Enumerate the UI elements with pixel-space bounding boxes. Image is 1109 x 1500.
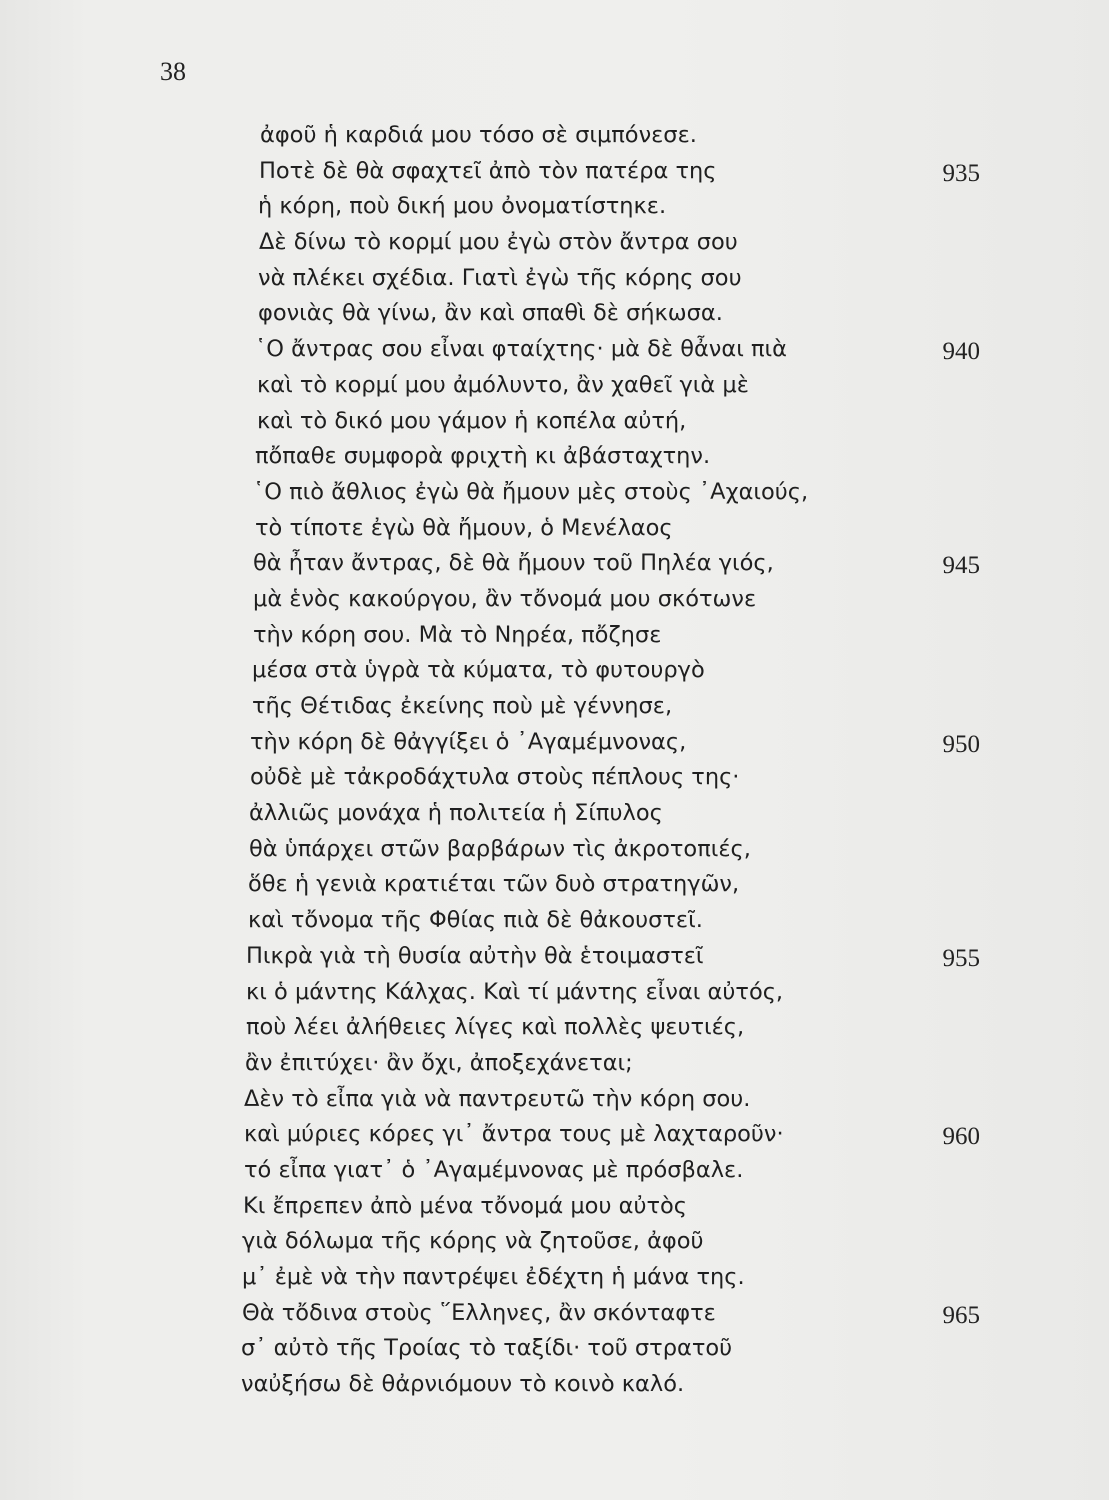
verse-line-text: καὶ τὸ δικό μου γάμον ἡ κοπέλα αὐτή, xyxy=(257,407,687,434)
verse-line-text: καὶ τὸ κορμί μου ἀμόλυντο, ἂν χαθεῖ γιὰ μὲ xyxy=(257,371,749,398)
verse-line-number: 955 xyxy=(942,944,980,972)
verse-line xyxy=(0,582,1109,618)
page-number: 38 xyxy=(160,57,186,86)
verse-line-text: ἀλλιῶς μονάχα ἡ πολιτεία ἡ Σίπυλος xyxy=(249,800,663,827)
verse-line-number: 950 xyxy=(942,730,980,758)
verse-line xyxy=(0,689,1109,725)
verse-line-text: Πικρὰ γιὰ τὴ θυσία αὐτὴν θὰ ἑτοιμαστεῖ xyxy=(246,942,704,969)
verse-line xyxy=(0,296,1109,332)
verse-line-text: μ᾿ ἐμὲ νὰ τὴν παντρέψει ἐδέχτη ἡ μάνα της. xyxy=(242,1264,745,1290)
verse-line-text: φονιὰς θὰ γίνω, ἂν καὶ σπαθὶ δὲ σήκωσα. xyxy=(258,300,723,327)
verse-line-text: Κι ἔπρεπεν ἀπὸ μένα τὄνομά μου αὐτὸς xyxy=(243,1192,687,1219)
verse-line-text: Δὲ δίνω τὸ κορμί μου ἐγὼ στὸν ἄντρα σου xyxy=(259,229,738,256)
verse-line-text: Δὲν τὸ εἶπα γιὰ νὰ παντρευτῶ τὴν κόρη σου. xyxy=(244,1085,751,1112)
verse-line xyxy=(0,1260,1109,1296)
verse-line-text: πὄπαθε συμφορὰ φριχτὴ κι ἀβάσταχτην. xyxy=(255,443,711,470)
verse-line-text: μὰ ἑνὸς κακούργου, ἂν τὄνομά μου σκότωνε xyxy=(253,585,757,612)
verse-line xyxy=(0,261,1109,297)
verse-line xyxy=(0,154,1109,190)
verse-line-text: ἀφοῦ ἡ καρδιά μου τόσο σὲ σιμπόνεσε. xyxy=(260,122,697,148)
verse-line xyxy=(0,832,1109,868)
verse-line-text: οὐδὲ μὲ τἀκροδάχτυλα στοὺς πέπλους της· xyxy=(250,764,740,791)
verse-line xyxy=(0,1224,1109,1260)
verse-line xyxy=(0,546,1109,582)
verse-line xyxy=(0,189,1109,225)
verse-line-text: τὴν κόρη σου. Μὰ τὸ Νηρέα, πὄζησε xyxy=(253,621,662,648)
verse-line-text: σ᾿ αὐτὸ τῆς Τροίας τὸ ταξίδι· τοῦ στρατοῦ xyxy=(241,1335,733,1362)
verse-line xyxy=(0,1153,1109,1189)
verse-line xyxy=(0,1189,1109,1225)
verse-line xyxy=(0,404,1109,440)
verse-line xyxy=(0,867,1109,903)
verse-line xyxy=(0,760,1109,796)
verse-line xyxy=(0,796,1109,832)
verse-block xyxy=(0,118,1109,1403)
verse-line-text: κι ὁ μάντης Κάλχας. Καὶ τί μάντης εἶναι αὐτός, xyxy=(246,978,784,1005)
verse-line-text: ποὺ λέει ἀλήθειες λίγες καὶ πολλὲς ψευτιές, xyxy=(246,1014,745,1041)
verse-line-text: γιὰ δόλωμα τῆς κόρης νὰ ζητοῦσε, ἀφοῦ xyxy=(242,1228,704,1255)
verse-line xyxy=(0,939,1109,975)
verse-line xyxy=(0,118,1109,154)
verse-line-text: Θὰ τὄδινα στοὺς ῞Ελληνες, ἂν σκόνταφτε xyxy=(242,1299,716,1326)
verse-line xyxy=(0,439,1109,475)
verse-line-number: 935 xyxy=(942,159,980,187)
verse-line-number: 965 xyxy=(942,1301,980,1329)
verse-line-text: τῆς Θέτιδας ἐκείνης ποὺ μὲ γέννησε, xyxy=(252,693,673,719)
verse-line xyxy=(0,511,1109,547)
verse-line-number: 945 xyxy=(942,552,980,580)
verse-line-text: ὅθε ἡ γενιὰ κρατιέται τῶν δυὸ στρατηγῶν, xyxy=(248,871,740,898)
verse-line xyxy=(0,725,1109,761)
verse-line xyxy=(0,975,1109,1011)
verse-line-text: Ποτὲ δὲ θὰ σφαχτεῖ ἀπὸ τὸν πατέρα της xyxy=(259,157,717,184)
verse-line-text: ναὐξήσω δὲ θἀρνιόμουν τὸ κοινὸ καλό. xyxy=(241,1371,685,1398)
verse-line-text: ἂν ἐπιτύχει· ἂν ὄχι, ἀποξεχάνεται; xyxy=(245,1049,633,1076)
verse-line-text: τό εἶπα γιατ᾿ ὁ ᾿Αγαμέμνονας μὲ πρόσβαλε. xyxy=(244,1156,744,1183)
verse-line xyxy=(0,618,1109,654)
verse-line xyxy=(0,332,1109,368)
verse-line-number: 940 xyxy=(942,338,980,366)
verse-line-text: θὰ ὑπάρχει στῶν βαρβάρων τὶς ἀκροτοπιές, xyxy=(249,835,751,862)
verse-line xyxy=(0,653,1109,689)
verse-line xyxy=(0,368,1109,404)
verse-line xyxy=(0,1296,1109,1332)
verse-line-text: νὰ πλέκει σχέδια. Γιατὶ ἐγὼ τῆς κόρης σου xyxy=(258,264,742,291)
verse-line-text: καὶ μύριες κόρες γι᾿ ἄντρα τους μὲ λαχταροῦν· xyxy=(244,1121,784,1148)
verse-line xyxy=(0,1367,1109,1403)
verse-line-text: ἡ κόρη, ποὺ δική μου ὀνοματίστηκε. xyxy=(258,193,667,220)
verse-line xyxy=(0,903,1109,939)
verse-line xyxy=(0,1117,1109,1153)
verse-line xyxy=(0,475,1109,511)
verse-line xyxy=(0,1082,1109,1118)
verse-line-text: τὴν κόρη δὲ θἀγγίξει ὁ ᾿Αγαμέμνονας, xyxy=(250,728,687,755)
verse-line xyxy=(0,1331,1109,1367)
verse-line-text: θὰ ἦταν ἄντρας, δὲ θὰ ἤμουν τοῦ Πηλέα γιός, xyxy=(253,550,774,577)
verse-line xyxy=(0,1010,1109,1046)
verse-line xyxy=(0,1046,1109,1082)
verse-line-text: ῾Ο ἄντρας σου εἶναι φταίχτης· μὰ δὲ θἆναι πιὰ xyxy=(255,336,787,363)
verse-line-text: μέσα στὰ ὑγρὰ τὰ κύματα, τὸ φυτουργὸ xyxy=(252,657,705,684)
verse-line-text: τὸ τίποτε ἐγὼ θὰ ἤμουν, ὁ Μενέλαος xyxy=(255,514,673,541)
verse-line xyxy=(0,225,1109,261)
verse-line-text: καὶ τὄνομα τῆς Φθίας πιὰ δὲ θἀκουστεῖ. xyxy=(248,907,703,934)
verse-line-number: 960 xyxy=(942,1123,980,1151)
verse-line-text: ῾Ο πιὸ ἄθλιος ἐγὼ θὰ ἤμουν μὲς στοὺς ᾿Αχαιούς, xyxy=(253,478,809,505)
